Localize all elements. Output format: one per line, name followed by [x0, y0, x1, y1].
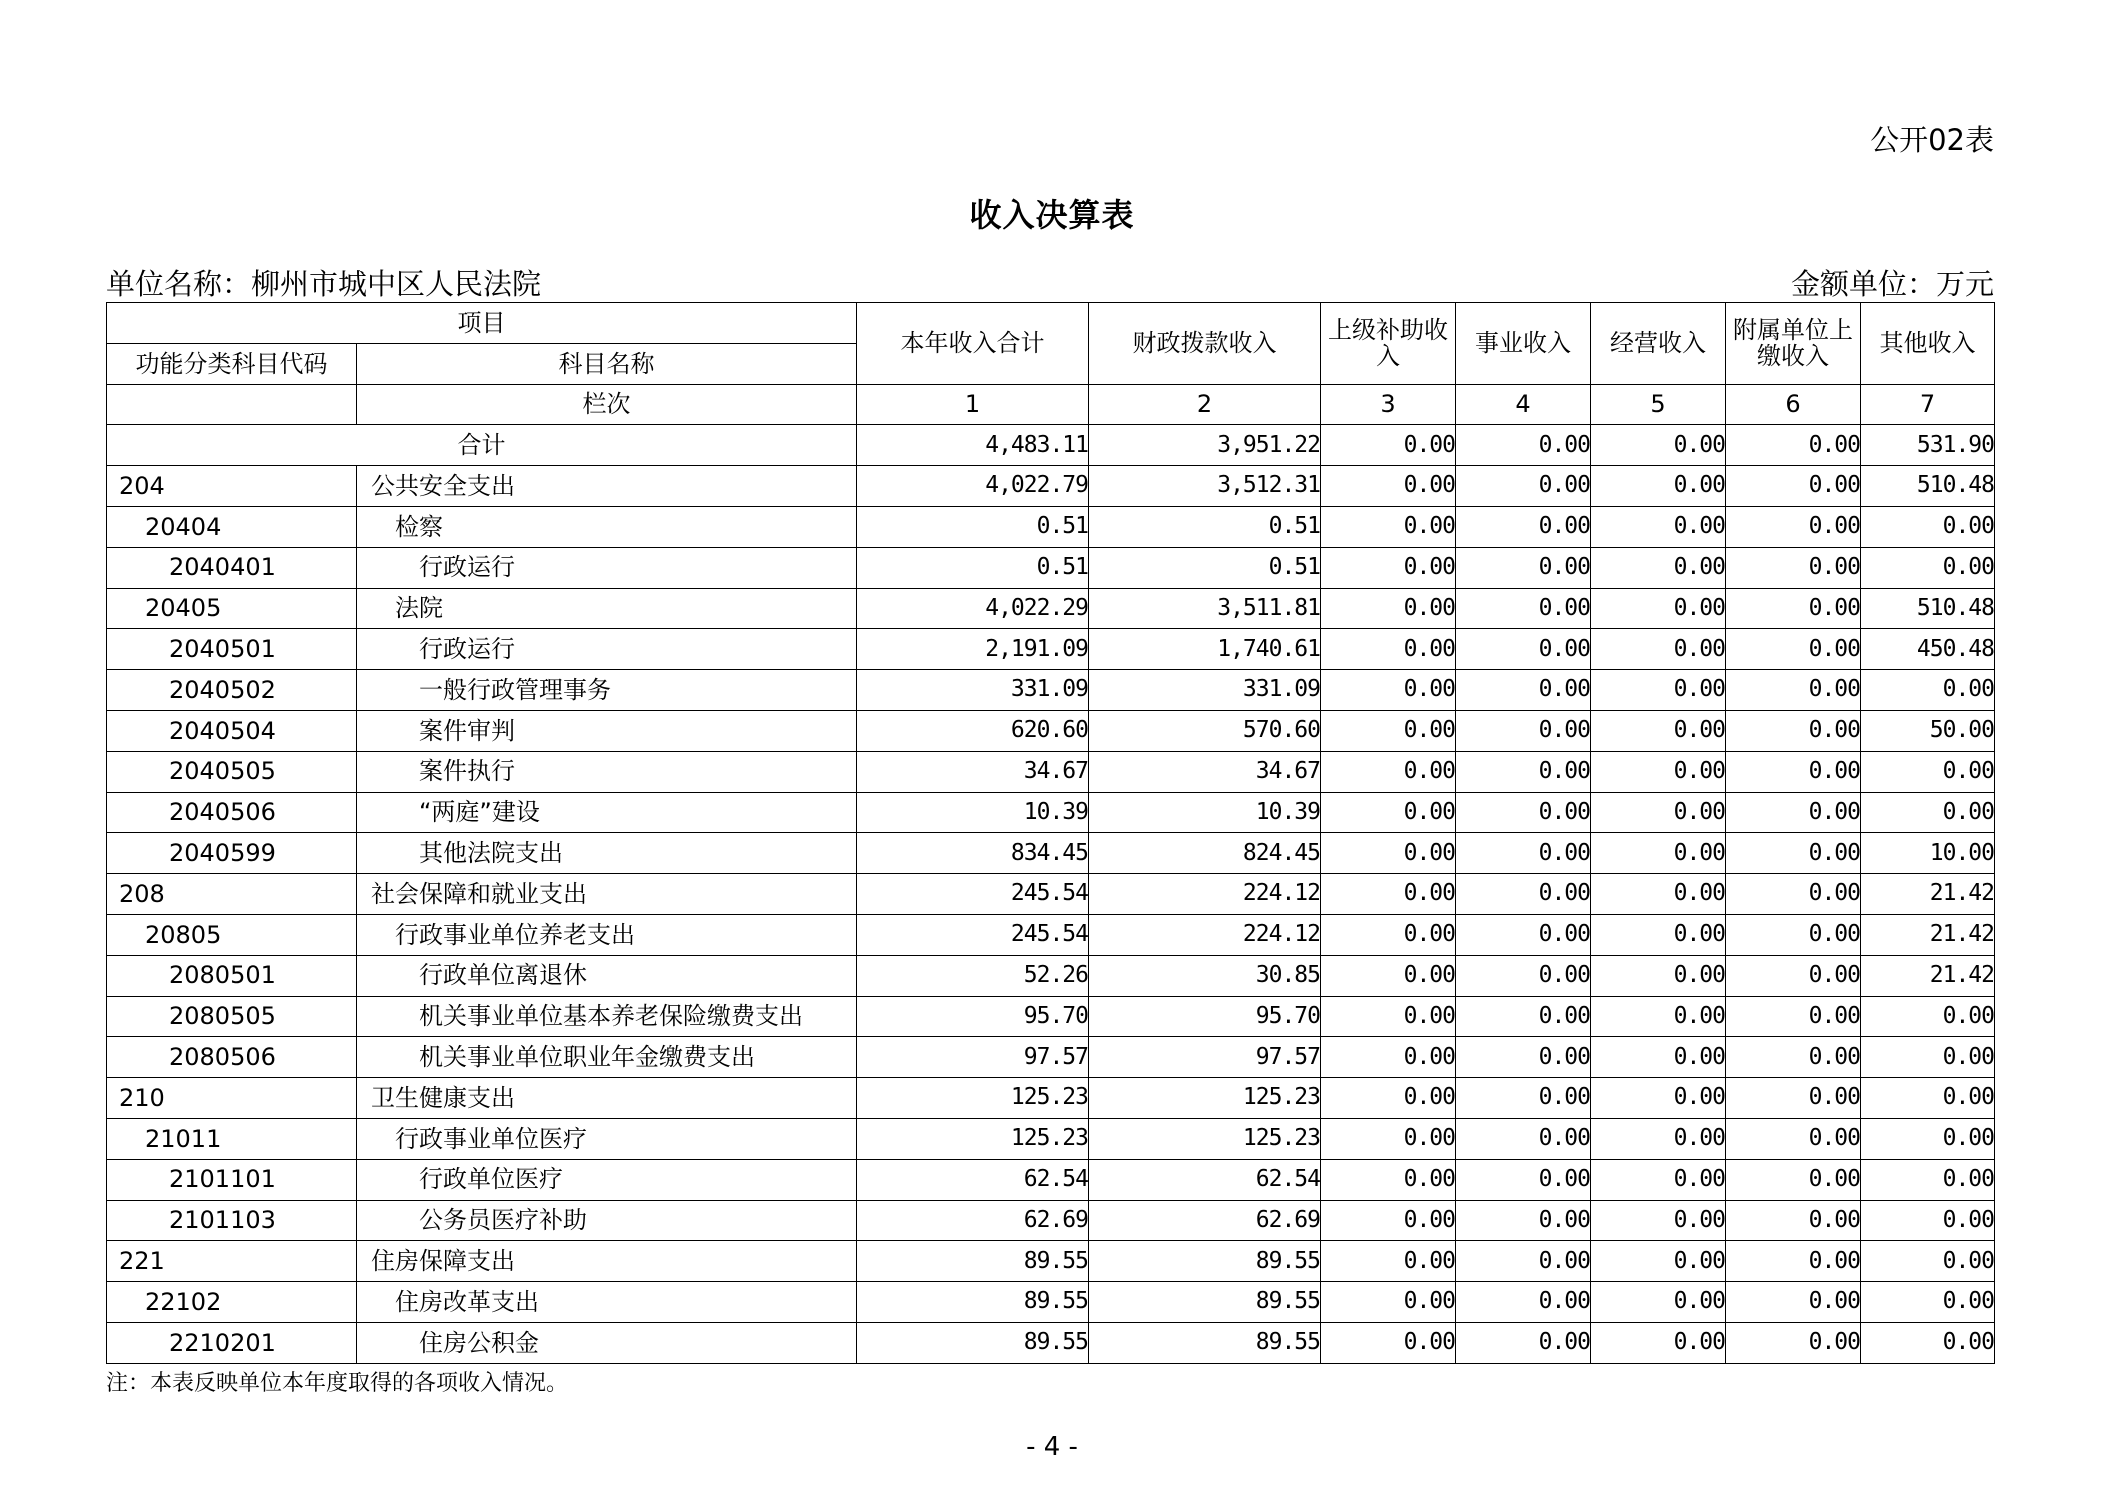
- subject-name: 行政运行: [357, 629, 857, 670]
- amount-cell: 34.67: [857, 751, 1089, 792]
- table-row: [107, 1200, 1995, 1241]
- amount-cell: 0.00: [1861, 1241, 1995, 1282]
- amount-cell: 224.12: [1089, 914, 1321, 955]
- amount-cell: 0.00: [1726, 588, 1861, 629]
- table-row: [107, 1037, 1995, 1078]
- amount-cell: 125.23: [1089, 1118, 1321, 1159]
- amount-cell: 0.00: [1726, 914, 1861, 955]
- amount-cell: 0.00: [1321, 1322, 1456, 1363]
- subject-code: 2040501: [107, 629, 357, 670]
- table-row: [107, 466, 1995, 507]
- subject-name: 公共安全支出: [357, 466, 857, 507]
- total-value: 0.00: [1591, 425, 1726, 466]
- amount-cell: 0.00: [1321, 874, 1456, 915]
- amount-cell: 30.85: [1089, 955, 1321, 996]
- amount-cell: 34.67: [1089, 751, 1321, 792]
- amount-cell: 0.00: [1726, 466, 1861, 507]
- amount-cell: 0.00: [1726, 710, 1861, 751]
- subject-code: 2040505: [107, 751, 357, 792]
- amount-cell: 89.55: [1089, 1241, 1321, 1282]
- amount-cell: 4,022.79: [857, 466, 1089, 507]
- table-row: [107, 1118, 1995, 1159]
- amount-cell: 0.00: [1456, 996, 1591, 1037]
- col-number: 5: [1591, 384, 1726, 425]
- header-col-operating: 经营收入: [1591, 303, 1726, 385]
- amount-cell: 0.00: [1726, 1200, 1861, 1241]
- amount-cell: 0.00: [1591, 996, 1726, 1037]
- amount-cell: 0.00: [1726, 1322, 1861, 1363]
- amount-cell: 0.00: [1321, 833, 1456, 874]
- amount-cell: 0.00: [1726, 1282, 1861, 1323]
- amount-cell: 0.00: [1321, 996, 1456, 1037]
- amount-cell: 89.55: [857, 1282, 1089, 1323]
- amount-cell: 0.00: [1456, 547, 1591, 588]
- amount-cell: 0.00: [1591, 1282, 1726, 1323]
- amount-cell: 1,740.61: [1089, 629, 1321, 670]
- subject-name: 机关事业单位职业年金缴费支出: [357, 1037, 857, 1078]
- amount-cell: 62.54: [1089, 1159, 1321, 1200]
- amount-cell: 620.60: [857, 710, 1089, 751]
- table-row: [107, 792, 1995, 833]
- amount-cell: 0.00: [1726, 792, 1861, 833]
- column-number-row: [107, 384, 1995, 425]
- subject-code: 210: [107, 1078, 357, 1119]
- amount-cell: 52.26: [857, 955, 1089, 996]
- amount-cell: 245.54: [857, 874, 1089, 915]
- subject-name: 行政运行: [357, 547, 857, 588]
- amount-cell: 89.55: [857, 1241, 1089, 1282]
- amount-cell: 0.00: [1456, 629, 1591, 670]
- amount-cell: 0.00: [1456, 506, 1591, 547]
- amount-cell: 0.00: [1591, 914, 1726, 955]
- header-code: 功能分类科目代码: [107, 343, 357, 384]
- amount-cell: 0.00: [1591, 710, 1726, 751]
- table-row: [107, 955, 1995, 996]
- subject-name: 案件执行: [357, 751, 857, 792]
- header-col-other: 其他收入: [1861, 303, 1995, 385]
- amount-cell: 0.51: [857, 547, 1089, 588]
- amount-cell: 510.48: [1861, 466, 1995, 507]
- subject-code: 204: [107, 466, 357, 507]
- amount-cell: 0.00: [1861, 1078, 1995, 1119]
- amount-cell: 0.00: [1321, 1241, 1456, 1282]
- subject-name: 住房保障支出: [357, 1241, 857, 1282]
- amount-cell: 0.00: [1456, 751, 1591, 792]
- subject-code: 208: [107, 874, 357, 915]
- amount-cell: 0.00: [1321, 588, 1456, 629]
- amount-cell: 2,191.09: [857, 629, 1089, 670]
- total-value: 0.00: [1726, 425, 1861, 466]
- amount-cell: 0.00: [1861, 751, 1995, 792]
- subject-code: 21011: [107, 1118, 357, 1159]
- amount-cell: 0.00: [1591, 1078, 1726, 1119]
- amount-cell: 0.00: [1456, 955, 1591, 996]
- amount-cell: 21.42: [1861, 914, 1995, 955]
- header-col-fiscal: 财政拨款收入: [1089, 303, 1321, 385]
- amount-cell: 0.00: [1861, 670, 1995, 711]
- header-col-total: 本年收入合计: [857, 303, 1089, 385]
- table-row: [107, 588, 1995, 629]
- subject-code: 2040401: [107, 547, 357, 588]
- subject-name: 案件审判: [357, 710, 857, 751]
- amount-cell: 331.09: [1089, 670, 1321, 711]
- amount-cell: 0.00: [1591, 751, 1726, 792]
- table-row: [107, 670, 1995, 711]
- table-row: [107, 996, 1995, 1037]
- amount-cell: 0.00: [1726, 670, 1861, 711]
- amount-cell: 0.00: [1591, 955, 1726, 996]
- subject-name: 一般行政管理事务: [357, 670, 857, 711]
- amount-cell: 50.00: [1861, 710, 1995, 751]
- amount-unit: 金额单位：万元: [1790, 267, 1994, 301]
- amount-cell: 0.00: [1321, 1037, 1456, 1078]
- subject-name: 行政单位医疗: [357, 1159, 857, 1200]
- amount-cell: 0.00: [1321, 547, 1456, 588]
- amount-cell: 62.69: [857, 1200, 1089, 1241]
- amount-cell: 0.00: [1456, 670, 1591, 711]
- table-row: [107, 751, 1995, 792]
- form-number-label: 公开02表: [1870, 123, 1994, 157]
- amount-cell: 21.42: [1861, 874, 1995, 915]
- amount-cell: 0.00: [1591, 874, 1726, 915]
- amount-cell: 0.00: [1321, 1078, 1456, 1119]
- amount-cell: 0.00: [1321, 1118, 1456, 1159]
- total-label: 合计: [107, 425, 857, 466]
- total-value: 531.90: [1861, 425, 1995, 466]
- amount-cell: 0.00: [1861, 547, 1995, 588]
- amount-cell: 95.70: [857, 996, 1089, 1037]
- amount-cell: 0.00: [1456, 833, 1591, 874]
- subject-code: 2080506: [107, 1037, 357, 1078]
- amount-cell: 0.00: [1321, 466, 1456, 507]
- amount-cell: 97.57: [1089, 1037, 1321, 1078]
- amount-cell: 0.00: [1321, 710, 1456, 751]
- amount-cell: 245.54: [857, 914, 1089, 955]
- amount-cell: 0.00: [1591, 1118, 1726, 1159]
- amount-cell: 0.51: [1089, 547, 1321, 588]
- amount-cell: 0.00: [1591, 466, 1726, 507]
- amount-cell: 450.48: [1861, 629, 1995, 670]
- amount-cell: 0.00: [1456, 792, 1591, 833]
- amount-cell: 0.00: [1321, 751, 1456, 792]
- table-note: 注：本表反映单位本年度取得的各项收入情况。: [106, 1371, 569, 1396]
- amount-cell: 0.00: [1591, 506, 1726, 547]
- page-title: 收入决算表: [969, 196, 1135, 234]
- amount-cell: 0.00: [1321, 955, 1456, 996]
- amount-cell: 0.00: [1591, 792, 1726, 833]
- amount-cell: 0.00: [1456, 1241, 1591, 1282]
- amount-cell: 0.00: [1456, 710, 1591, 751]
- table-row: [107, 914, 1995, 955]
- amount-cell: 0.00: [1861, 1282, 1995, 1323]
- amount-cell: 3,512.31: [1089, 466, 1321, 507]
- amount-cell: 0.00: [1321, 670, 1456, 711]
- subject-name: 机关事业单位基本养老保险缴费支出: [357, 996, 857, 1037]
- subject-code: 20405: [107, 588, 357, 629]
- amount-cell: 125.23: [1089, 1078, 1321, 1119]
- income-statement-table: [106, 302, 1995, 1364]
- amount-cell: 10.39: [857, 792, 1089, 833]
- subject-name: 住房公积金: [357, 1322, 857, 1363]
- amount-cell: 0.00: [1726, 1078, 1861, 1119]
- amount-cell: 97.57: [857, 1037, 1089, 1078]
- amount-cell: 0.00: [1726, 833, 1861, 874]
- subject-code: 20805: [107, 914, 357, 955]
- subject-code: 2040506: [107, 792, 357, 833]
- amount-cell: 0.00: [1861, 996, 1995, 1037]
- amount-cell: 89.55: [1089, 1282, 1321, 1323]
- amount-cell: 570.60: [1089, 710, 1321, 751]
- amount-cell: 95.70: [1089, 996, 1321, 1037]
- amount-cell: 0.00: [1726, 1159, 1861, 1200]
- amount-cell: 0.00: [1591, 1159, 1726, 1200]
- amount-cell: 0.00: [1591, 547, 1726, 588]
- table-row: [107, 629, 1995, 670]
- amount-cell: 0.00: [1726, 629, 1861, 670]
- amount-cell: 0.00: [1321, 506, 1456, 547]
- total-row: [107, 425, 1995, 466]
- amount-cell: 0.00: [1861, 1118, 1995, 1159]
- subject-name: 法院: [357, 588, 857, 629]
- amount-cell: 0.00: [1861, 792, 1995, 833]
- table-row: [107, 1078, 1995, 1119]
- subject-code: 2080501: [107, 955, 357, 996]
- amount-cell: 0.00: [1591, 1200, 1726, 1241]
- amount-cell: 0.00: [1456, 914, 1591, 955]
- amount-cell: 125.23: [857, 1118, 1089, 1159]
- amount-cell: 224.12: [1089, 874, 1321, 915]
- blank-cell: [107, 384, 357, 425]
- total-value: 3,951.22: [1089, 425, 1321, 466]
- amount-cell: 62.54: [857, 1159, 1089, 1200]
- header-name: 科目名称: [357, 343, 857, 384]
- table-row: [107, 833, 1995, 874]
- amount-cell: 0.00: [1861, 1159, 1995, 1200]
- subject-name: 住房改革支出: [357, 1282, 857, 1323]
- table-row: [107, 1322, 1995, 1363]
- amount-cell: 0.51: [1089, 506, 1321, 547]
- amount-cell: 0.00: [1591, 1322, 1726, 1363]
- amount-cell: 0.00: [1591, 1241, 1726, 1282]
- amount-cell: 0.00: [1726, 1037, 1861, 1078]
- subject-code: 221: [107, 1241, 357, 1282]
- amount-cell: 0.00: [1321, 629, 1456, 670]
- amount-cell: 3,511.81: [1089, 588, 1321, 629]
- amount-cell: 0.00: [1726, 874, 1861, 915]
- amount-cell: 0.00: [1321, 792, 1456, 833]
- amount-cell: 0.00: [1456, 1322, 1591, 1363]
- amount-cell: 0.00: [1456, 1282, 1591, 1323]
- amount-cell: 0.00: [1456, 1037, 1591, 1078]
- table-row: [107, 506, 1995, 547]
- amount-cell: 0.00: [1456, 1118, 1591, 1159]
- amount-cell: 89.55: [1089, 1322, 1321, 1363]
- table-row: [107, 1282, 1995, 1323]
- amount-cell: 125.23: [857, 1078, 1089, 1119]
- col-number: 1: [857, 384, 1089, 425]
- amount-cell: 510.48: [1861, 588, 1995, 629]
- amount-cell: 0.00: [1726, 547, 1861, 588]
- subject-code: 2040599: [107, 833, 357, 874]
- amount-cell: 0.00: [1726, 1118, 1861, 1159]
- total-value: 4,483.11: [857, 425, 1089, 466]
- subject-name: 行政事业单位养老支出: [357, 914, 857, 955]
- amount-cell: 0.00: [1456, 1159, 1591, 1200]
- amount-cell: 0.00: [1591, 833, 1726, 874]
- col-number: 6: [1726, 384, 1861, 425]
- amount-cell: 62.69: [1089, 1200, 1321, 1241]
- table-row: [107, 1241, 1995, 1282]
- total-value: 0.00: [1456, 425, 1591, 466]
- amount-cell: 0.00: [1591, 1037, 1726, 1078]
- subject-name: 其他法院支出: [357, 833, 857, 874]
- amount-cell: 0.00: [1591, 588, 1726, 629]
- header-col-affiliated: 附属单位上缴收入: [1726, 303, 1861, 385]
- amount-cell: 834.45: [857, 833, 1089, 874]
- amount-cell: 0.00: [1726, 996, 1861, 1037]
- col-index-label: 栏次: [357, 384, 857, 425]
- amount-cell: 0.00: [1456, 1200, 1591, 1241]
- amount-cell: 89.55: [857, 1322, 1089, 1363]
- amount-cell: 4,022.29: [857, 588, 1089, 629]
- col-number: 2: [1089, 384, 1321, 425]
- amount-cell: 0.00: [1321, 914, 1456, 955]
- amount-cell: 0.00: [1321, 1159, 1456, 1200]
- amount-cell: 0.00: [1861, 1037, 1995, 1078]
- amount-cell: 0.00: [1861, 506, 1995, 547]
- amount-cell: 10.39: [1089, 792, 1321, 833]
- amount-cell: 0.00: [1591, 629, 1726, 670]
- amount-cell: 331.09: [857, 670, 1089, 711]
- subject-code: 2101101: [107, 1159, 357, 1200]
- amount-cell: 0.00: [1726, 955, 1861, 996]
- amount-cell: 10.00: [1861, 833, 1995, 874]
- subject-code: 22102: [107, 1282, 357, 1323]
- page-number: - 4 -: [1026, 1432, 1078, 1462]
- col-number: 4: [1456, 384, 1591, 425]
- amount-cell: 0.51: [857, 506, 1089, 547]
- subject-name: 行政单位离退休: [357, 955, 857, 996]
- subject-code: 2040504: [107, 710, 357, 751]
- subject-name: 社会保障和就业支出: [357, 874, 857, 915]
- col-number: 3: [1321, 384, 1456, 425]
- subject-name: 行政事业单位医疗: [357, 1118, 857, 1159]
- unit-name: 单位名称：柳州市城中区人民法院: [106, 267, 542, 301]
- amount-cell: 0.00: [1456, 1078, 1591, 1119]
- amount-cell: 0.00: [1321, 1200, 1456, 1241]
- subject-code: 2210201: [107, 1322, 357, 1363]
- header-project: 项目: [107, 303, 857, 344]
- subject-name: 检察: [357, 506, 857, 547]
- amount-cell: 0.00: [1456, 874, 1591, 915]
- header-col-superior-subsidy: 上级补助收入: [1321, 303, 1456, 385]
- amount-cell: 0.00: [1726, 1241, 1861, 1282]
- total-value: 0.00: [1321, 425, 1456, 466]
- header-row-1: [107, 303, 1995, 344]
- amount-cell: 0.00: [1861, 1200, 1995, 1241]
- table-row: [107, 1159, 1995, 1200]
- table-row: [107, 874, 1995, 915]
- amount-cell: 824.45: [1089, 833, 1321, 874]
- amount-cell: 21.42: [1861, 955, 1995, 996]
- subject-name: 卫生健康支出: [357, 1078, 857, 1119]
- subject-code: 2101103: [107, 1200, 357, 1241]
- subject-code: 20404: [107, 506, 357, 547]
- subject-name: 公务员医疗补助: [357, 1200, 857, 1241]
- amount-cell: 0.00: [1726, 751, 1861, 792]
- amount-cell: 0.00: [1861, 1322, 1995, 1363]
- col-number: 7: [1861, 384, 1995, 425]
- amount-cell: 0.00: [1456, 466, 1591, 507]
- amount-cell: 0.00: [1456, 588, 1591, 629]
- amount-cell: 0.00: [1591, 670, 1726, 711]
- subject-name: “两庭”建设: [357, 792, 857, 833]
- subject-code: 2080505: [107, 996, 357, 1037]
- table-row: [107, 710, 1995, 751]
- header-col-business: 事业收入: [1456, 303, 1591, 385]
- subject-code: 2040502: [107, 670, 357, 711]
- table-row: [107, 547, 1995, 588]
- amount-cell: 0.00: [1321, 1282, 1456, 1323]
- amount-cell: 0.00: [1726, 506, 1861, 547]
